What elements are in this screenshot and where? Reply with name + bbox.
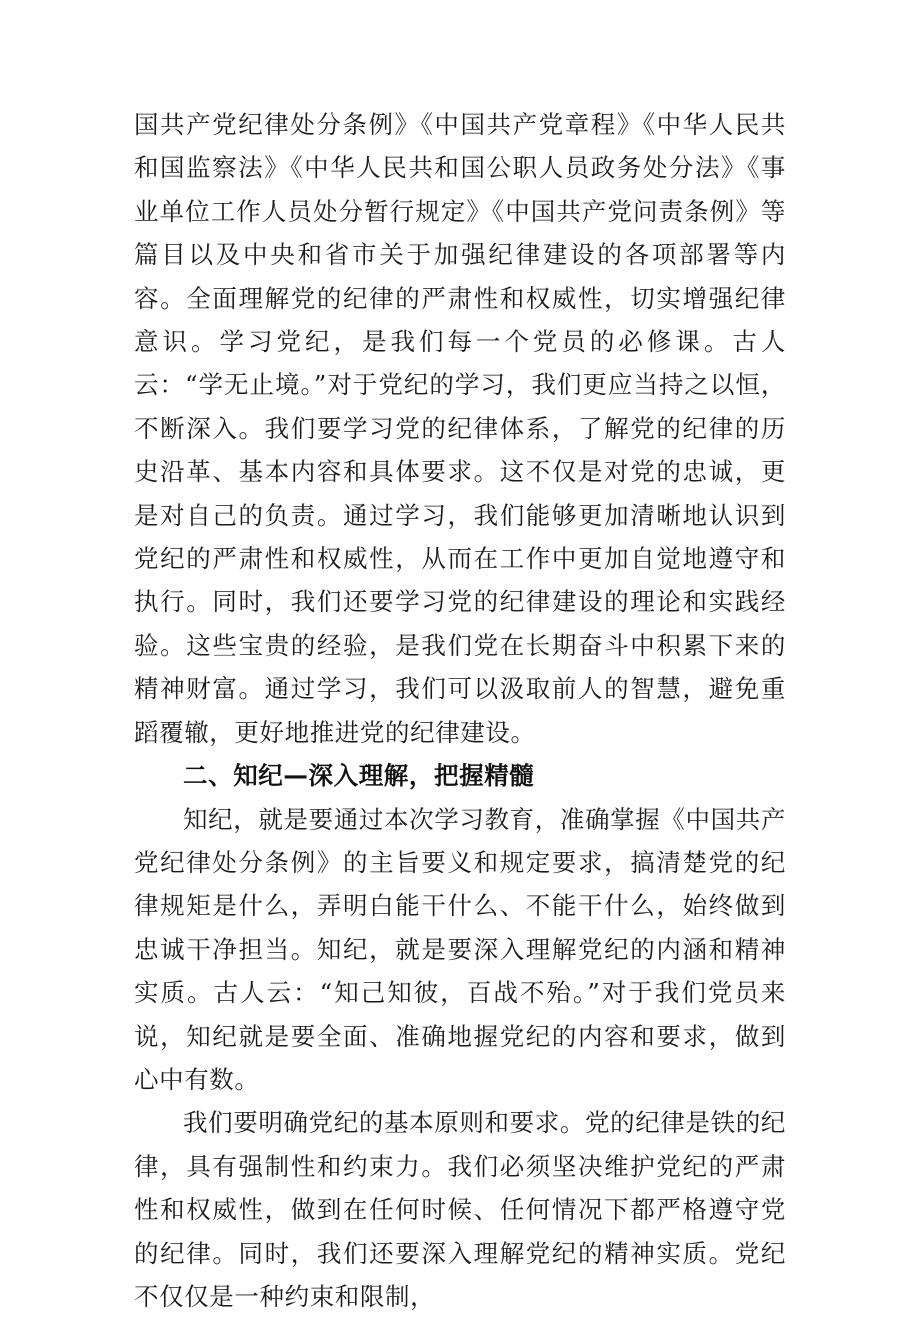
paragraph-zhiji: 知纪，就是要通过本次学习教育，准确掌握《中国共产党纪律处分条例》的主旨要义和规定要求，搞清楚党的纪律规矩是什么，弄明白能干什么、不能干什么，始终做到忠诚干净担当。知纪，就是要深入理解党纪的内涵和精神实质。古人云：“知己知彼，百战不殆。”对于我们党员来说，知纪就是要全面、准确地握党纪的内容和要求，做到心中有数。 [134, 804, 786, 1094]
paragraph-principles: 我们要明确党纪的基本原则和要求。党的纪律是铁的纪律，具有强制性和约束力。我们必须坚决维护党纪的严肃性和权威性，做到在任何时候、任何情况下都严格遵守党的纪律。同时，我们还要深入理解党纪的精神实质。党纪不仅仅是一种约束和限制， [134, 1108, 786, 1311]
section-heading: 二、知纪—深入理解，把握精髓 [183, 761, 535, 791]
paragraph-continued: 国共产党纪律处分条例》《中国共产党章程》《中华人民共和国监察法》《中华人民共和国公职人员政务处分法》《事业单位工作人员处分暂行规定》《中国共产党问责条例》等篇目以及中央和省市关于加强纪律建设的各项部署等内容。全面理解党的纪律的严肃性和权威性，切实增强纪律意识。学习党纪，是我们每一个党员的必修课。古人云：“学无止境。”对于党纪的学习，我们更应当持之以恒，不断深入。我们要学习党的纪律体系，了解党的纪律的历史沿革、基本内容和具体要求。这不仅是对党的忠诚，更是对自己的负责。通过学习，我们能够更加清晰地认识到党纪的严肃性和权威性，从而在工作中更加自觉地遵守和执行。同时，我们还要学习党的纪律建设的理论和实践经验。这些宝贵的经验，是我们党在长期奋斗中积累下来的精神财富。通过学习，我们可以汲取前人的智慧，避免重蹈覆辙，更好地推进党的纪律建设。 [134, 110, 786, 747]
document-body [134, 103, 786, 1318]
